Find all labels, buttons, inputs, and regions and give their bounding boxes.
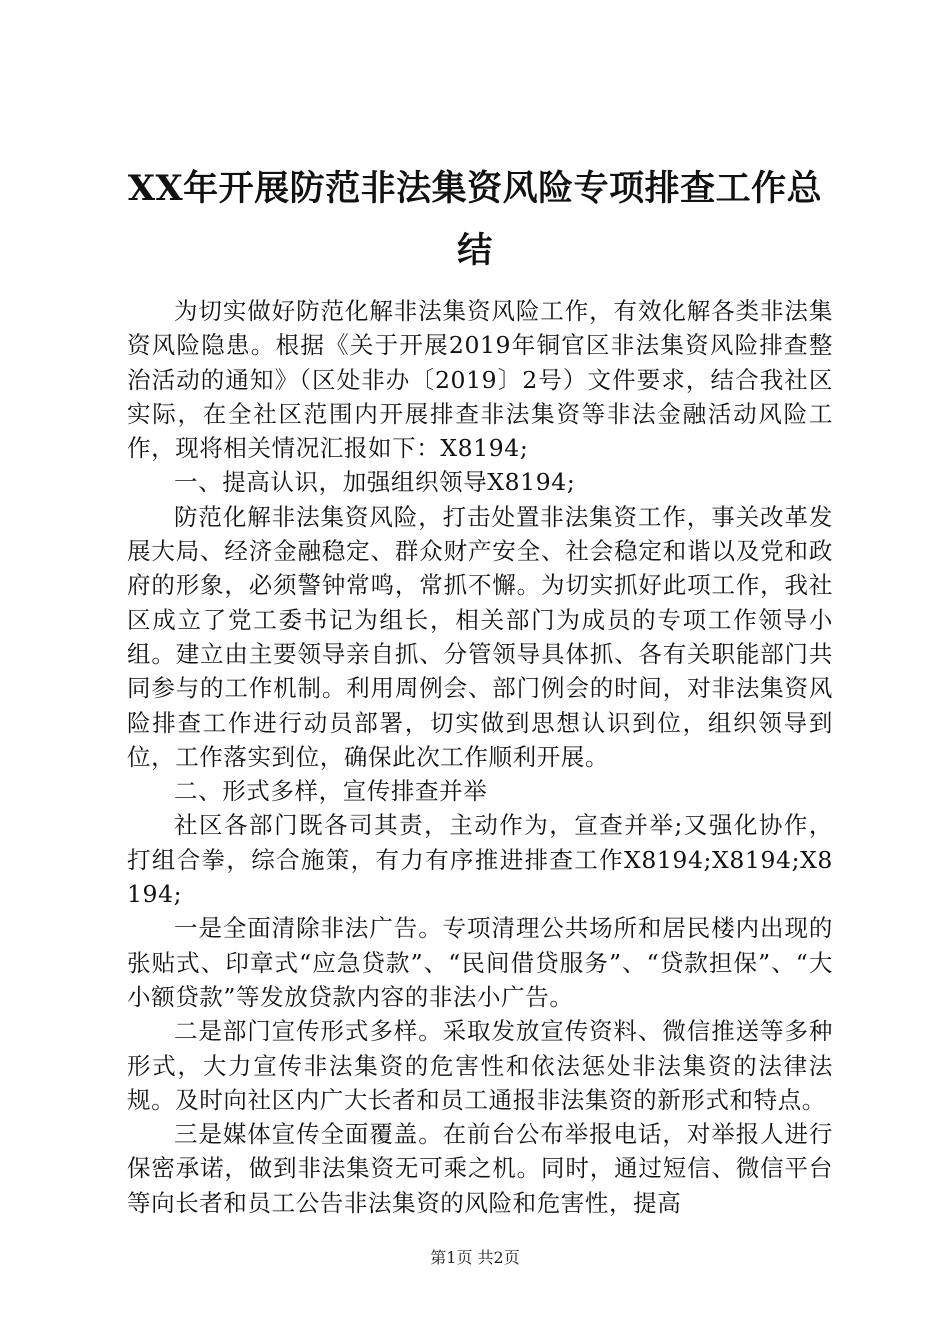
page-number-footer: 第1页 共2页	[430, 1248, 520, 1267]
intro-paragraph: 为切实做好防范化解非法集资风险工作，有效化解各类非法集资风险隐患。根据《关于开展2019年铜官区非法集资风险排查整治活动的通知》（区处非办〔2019〕2号）文件要求，结合我社区实际，在全社区范围内开展排查非法集资等非法金融活动风险工作，现将相关情况汇报如下：X8194;	[127, 297, 833, 463]
section-heading-2: 二、形式多样，宣传排查并举	[174, 777, 488, 806]
document-title: XX年开展防范非法集资风险专项排查工作总结	[127, 168, 823, 271]
section-heading-1: 一、提高认识，加强组织领导X8194;	[174, 468, 576, 497]
section-1-paragraph: 防范化解非法集资风险，打击处置非法集资工作，事关改革发展大局、经济金融稳定、群众财产安全、社会稳定和谐以及党和政府的形象，必须警钟常鸣，常抓不懈。为切实抓好此项工作，我社区成立了党工委书记为组长，相关部门为成员的专项工作领导小组。建立由主要领导亲自抓、分管领导具体抓、各有关职能部门共同参与的工作机制。利用周例会、部门例会的时间，对非法集资风险排查工作进行动员部署，切实做到思想认识到位，组织领导到位，工作落实到位，确保此次工作顺利开展。	[127, 502, 833, 771]
item-1-paragraph: 一是全面清除非法广告。专项清理公共场所和居民楼内出现的张贴式、印章式“应急贷款”、“民间借贷服务”、“贷款担保”、“大小额贷款”等发放贷款内容的非法小广告。	[127, 914, 833, 1011]
section-2-paragraph: 社区各部门既各司其责，主动作为，宣查并举;又强化协作，打组合拳，综合施策，有力有序推进排查工作X8194;X8194;X8194;	[127, 811, 833, 909]
document-body	[127, 294, 833, 1220]
item-2-paragraph: 二是部门宣传形式多样。采取发放宣传资料、微信推送等多种形式，大力宣传非法集资的危害性和依法惩处非法集资的法律法规。及时向社区内广大长者和员工通报非法集资的新形式和特点。	[127, 1017, 833, 1114]
item-3-paragraph: 三是媒体宣传全面覆盖。在前台公布举报电话，对举报人进行保密承诺，做到非法集资无可乘之机。同时，通过短信、微信平台等向长者和员工公告非法集资的风险和危害性，提高	[127, 1120, 833, 1217]
